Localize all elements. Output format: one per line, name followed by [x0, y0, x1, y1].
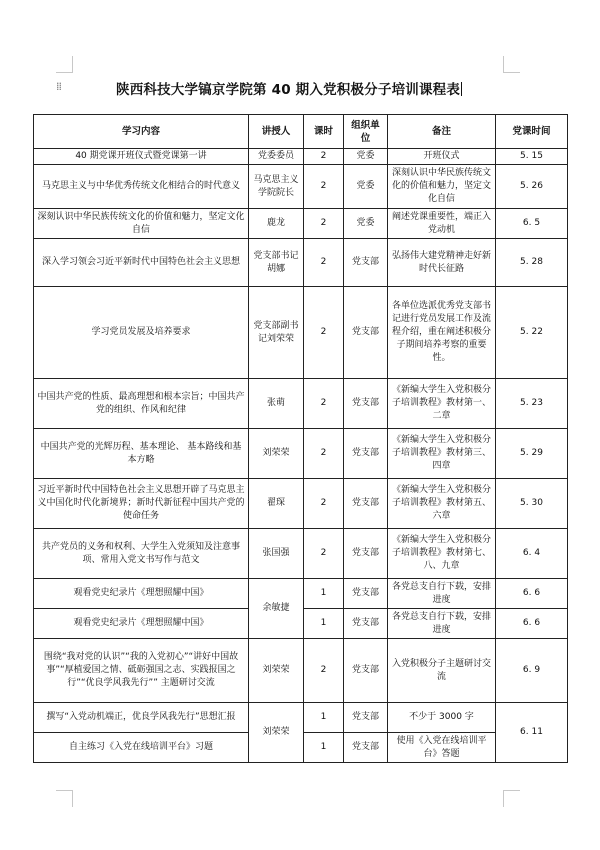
- cell-teacher: 党委委员: [249, 149, 304, 165]
- table-row: [34, 239, 568, 287]
- cell-content: 马克思主义与中华优秀传统文化相结合的时代意义: [34, 165, 249, 209]
- cell-note: 《新编大学生入党积极分子培训教程》教材第五、六章: [388, 479, 496, 529]
- cell-date: 5. 28: [496, 239, 568, 287]
- cell-content: 观看党史纪录片《理想照耀中国》: [34, 579, 249, 609]
- cell-hours: 2: [304, 287, 344, 379]
- cell-teacher: 党支部书记 胡娜: [249, 239, 304, 287]
- cell-org: 党支部: [344, 287, 388, 379]
- header-note: 备注: [388, 115, 496, 149]
- table-row: [34, 149, 568, 165]
- cell-content: 自主练习《入党在线培训平台》习题: [34, 733, 249, 763]
- cell-content: 共产党员的义务和权利、大学生入党须知及注意事项、常用入党文书写作与范文: [34, 529, 249, 579]
- cell-hours: 2: [304, 165, 344, 209]
- cell-teacher-merged: 刘荣荣: [249, 703, 304, 763]
- table-row: [34, 429, 568, 479]
- cell-content: 撰写“入党动机端正，优良学风我先行”思想汇报: [34, 703, 249, 733]
- cell-date: 5. 29: [496, 429, 568, 479]
- table-row: [34, 529, 568, 579]
- page-corner-mark: [56, 56, 73, 73]
- cell-note: 不少于 3000 字: [388, 703, 496, 733]
- course-schedule-table: [33, 114, 568, 763]
- cell-note: 开班仪式: [388, 149, 496, 165]
- cell-hours: 1: [304, 733, 344, 763]
- cell-date: 6. 4: [496, 529, 568, 579]
- cell-hours: 2: [304, 379, 344, 429]
- cell-note: 各党总支自行下载，安排进度: [388, 609, 496, 639]
- cell-content: 40 期党课开班仪式暨党课第一讲: [34, 149, 249, 165]
- cell-date-merged: 6. 11: [496, 703, 568, 763]
- page-corner-mark: [503, 56, 520, 73]
- cell-teacher: 张国强: [249, 529, 304, 579]
- table-row: [34, 479, 568, 529]
- cell-date: 6. 6: [496, 609, 568, 639]
- cell-hours: 1: [304, 579, 344, 609]
- table-row: [34, 287, 568, 379]
- cell-content: 习近平新时代中国特色社会主义思想开辟了马克思主义中国化时代化新境界；新时代新征程中国共产党的使命任务: [34, 479, 249, 529]
- cell-content: 深刻认识中华民族传统文化的价值和魅力，坚定文化自信: [34, 209, 249, 239]
- cell-note: 入党积极分子主题研讨交流: [388, 639, 496, 703]
- cell-teacher: 鹿龙: [249, 209, 304, 239]
- cell-content: 中国共产党的光辉历程、基本理论、 基本路线和基本方略: [34, 429, 249, 479]
- cell-note: 各单位选派优秀党支部书记进行党员发展工作及流程介绍，重在阐述积极分子期间培养考察的重要性。: [388, 287, 496, 379]
- table-header-row: [34, 115, 568, 149]
- cell-org: 党支部: [344, 579, 388, 609]
- header-teacher: 讲授人: [249, 115, 304, 149]
- table-row: [34, 165, 568, 209]
- cell-note: 《新编大学生入党积极分子培训教程》教材第三、四章: [388, 429, 496, 479]
- cell-date: 5. 30: [496, 479, 568, 529]
- cell-hours: 2: [304, 479, 344, 529]
- cell-date: 5. 22: [496, 287, 568, 379]
- cell-note: 弘扬伟大建党精神走好新时代长征路: [388, 239, 496, 287]
- cell-org: 党委: [344, 149, 388, 165]
- title-text: 陕西科技大学镐京学院第 40 期入党积极分子培训课程表: [116, 82, 461, 98]
- cell-note: 使用《入党在线培训平台》答题: [388, 733, 496, 763]
- table-row: [34, 579, 568, 609]
- cell-note: 深刻认识中华民族传统文化的价值和魅力，坚定文化自信: [388, 165, 496, 209]
- cell-org: 党支部: [344, 429, 388, 479]
- cell-hours: 2: [304, 639, 344, 703]
- cell-content: 围绕“我对党的认识”“我的入党初心”“讲好中国故事”“厚植爱国之情、砥砺强国之志、实践报国之行”“优良学风我先行”” 主题研讨交流: [34, 639, 249, 703]
- header-org: 组织单位: [344, 115, 388, 149]
- cell-content: 观看党史纪录片《理想照耀中国》: [34, 609, 249, 639]
- table-row: [34, 703, 568, 733]
- cell-org: 党支部: [344, 239, 388, 287]
- cell-teacher: 刘荣荣: [249, 429, 304, 479]
- cell-teacher: 刘荣荣: [249, 639, 304, 703]
- cell-org: 党委: [344, 209, 388, 239]
- cell-teacher: 张萌: [249, 379, 304, 429]
- cell-org: 党支部: [344, 529, 388, 579]
- cell-hours: 2: [304, 149, 344, 165]
- table-row: [34, 639, 568, 703]
- page-corner-mark: [503, 790, 520, 807]
- cell-org: 党支部: [344, 703, 388, 733]
- cell-org: 党委: [344, 165, 388, 209]
- cell-date: 6. 5: [496, 209, 568, 239]
- cell-date: 5. 26: [496, 165, 568, 209]
- cell-teacher: 马克思主义学院院长: [249, 165, 304, 209]
- cell-hours: 1: [304, 609, 344, 639]
- cell-org: 党支部: [344, 479, 388, 529]
- text-cursor: [461, 82, 462, 96]
- table-row: [34, 209, 568, 239]
- cell-note: 《新编大学生入党积极分子培训教程》教材第七、八、九章: [388, 529, 496, 579]
- drag-handle-icon[interactable]: ⁞⁞: [56, 80, 61, 93]
- cell-date: 5. 15: [496, 149, 568, 165]
- cell-hours: 2: [304, 529, 344, 579]
- header-hours: 课时: [304, 115, 344, 149]
- document-title[interactable]: [116, 78, 506, 98]
- cell-org: 党支部: [344, 733, 388, 763]
- cell-org: 党支部: [344, 609, 388, 639]
- cell-date: 6. 9: [496, 639, 568, 703]
- cell-content: 学习党员发展及培养要求: [34, 287, 249, 379]
- cell-teacher-merged: 余敏捷: [249, 579, 304, 639]
- cell-date: 6. 6: [496, 579, 568, 609]
- cell-content: 深入学习领会习近平新时代中国特色社会主义思想: [34, 239, 249, 287]
- header-date: 党课时间: [496, 115, 568, 149]
- cell-note: 《新编大学生入党积极分子培训教程》教材第一、二章: [388, 379, 496, 429]
- cell-teacher: 翟琛: [249, 479, 304, 529]
- cell-hours: 2: [304, 239, 344, 287]
- cell-teacher: 党支部副书记刘荣荣: [249, 287, 304, 379]
- cell-hours: 2: [304, 429, 344, 479]
- header-content: 学习内容: [34, 115, 249, 149]
- cell-content: 中国共产党的性质、最高理想和根本宗旨；中国共产党的组织、作风和纪律: [34, 379, 249, 429]
- cell-org: 党支部: [344, 639, 388, 703]
- cell-hours: 2: [304, 209, 344, 239]
- cell-note: 阐述党课重要性，端正入党动机: [388, 209, 496, 239]
- cell-hours: 1: [304, 703, 344, 733]
- cell-note: 各党总支自行下载，安排进度: [388, 579, 496, 609]
- cell-date: 5. 23: [496, 379, 568, 429]
- cell-org: 党支部: [344, 379, 388, 429]
- table-row: [34, 379, 568, 429]
- page-corner-mark: [56, 790, 73, 807]
